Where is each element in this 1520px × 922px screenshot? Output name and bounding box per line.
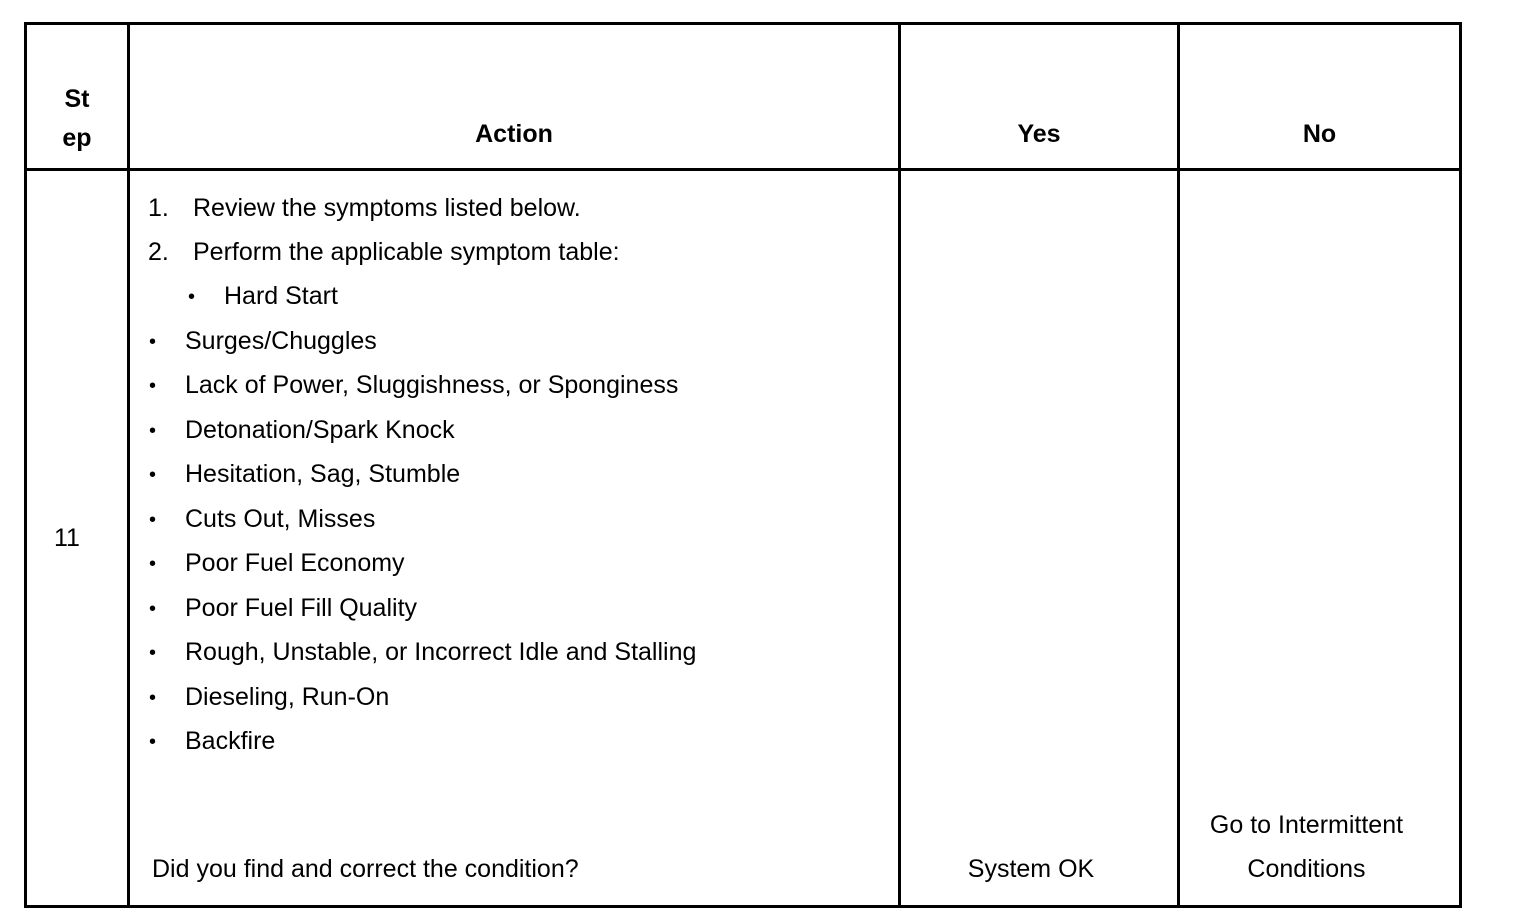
bullet-dot: • [149, 642, 157, 664]
action-question: Did you find and correct the condition? [152, 855, 579, 883]
bullet-dot: • [149, 598, 157, 620]
bullet-dot: • [149, 420, 157, 442]
bullet-dot: • [149, 509, 157, 531]
diagnostic-table [24, 22, 1462, 908]
header-action: Action [475, 120, 553, 148]
table-right-border [1459, 22, 1462, 908]
no-result-line1: Go to Intermittent [1209, 811, 1404, 839]
step-1-text: Review the symptoms listed below. [193, 194, 581, 222]
yes-result: System OK [967, 855, 1095, 883]
symptom-item: Surges/Chuggles [185, 327, 377, 355]
header-step: St ep [62, 85, 92, 152]
step-number: 11 [54, 524, 80, 552]
header-yes: Yes [1017, 120, 1061, 148]
step-1-number: 1. [148, 194, 169, 222]
action-yes-divider [898, 22, 901, 908]
no-result-line2: Conditions [1247, 855, 1366, 883]
step-2-text: Perform the applicable symptom table: [193, 238, 620, 266]
symptom-item: Poor Fuel Economy [185, 549, 405, 577]
symptom-item: Dieseling, Run-On [185, 683, 390, 711]
bullet-dot: • [149, 331, 157, 353]
bullet-dot: • [149, 553, 157, 575]
symptom-hard-start: Hard Start [224, 282, 338, 310]
bullet-dot: • [149, 731, 157, 753]
symptom-item: Backfire [185, 727, 276, 755]
yes-no-divider [1177, 22, 1180, 908]
table-bottom-border [24, 905, 1462, 908]
symptom-item: Cuts Out, Misses [185, 505, 376, 533]
table-top-border [24, 22, 1462, 25]
step-action-divider [127, 22, 130, 908]
symptom-item: Detonation/Spark Knock [185, 416, 455, 444]
header-divider [24, 168, 1462, 171]
sub-bullet-dot: • [188, 286, 196, 308]
symptom-item: Hesitation, Sag, Stumble [185, 460, 461, 488]
bullet-dot: • [149, 687, 157, 709]
step-2-number: 2. [148, 238, 169, 266]
bullet-dot: • [149, 464, 157, 486]
symptom-item: Lack of Power, Sluggishness, or Sponginess [185, 371, 679, 399]
bullet-dot: • [149, 375, 157, 397]
header-no: No [1302, 120, 1337, 148]
symptom-item: Rough, Unstable, or Incorrect Idle and Stalling [185, 638, 697, 666]
symptom-item: Poor Fuel Fill Quality [185, 594, 418, 622]
